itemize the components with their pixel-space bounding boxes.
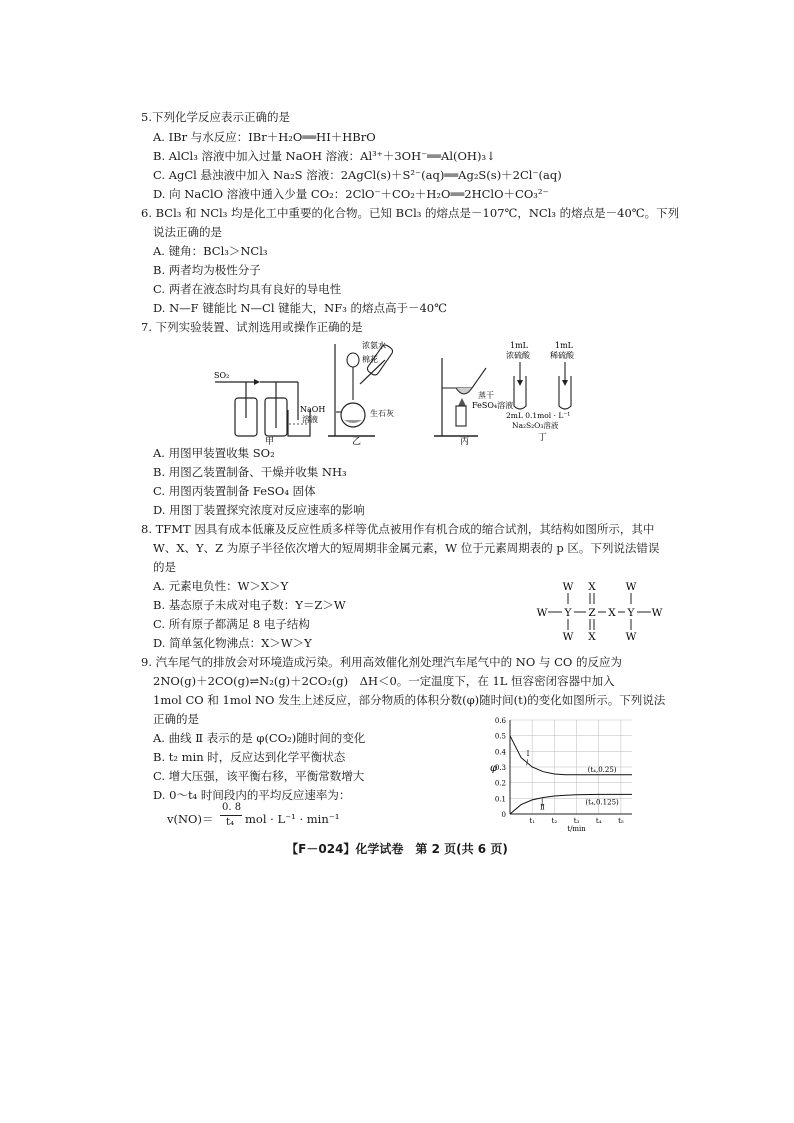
y-tick-label: 0.2 <box>494 779 506 788</box>
series-label-2: Ⅱ <box>539 803 545 812</box>
atom-w-right: W <box>651 607 663 619</box>
q6-option-a: A. 键角：BCl₃＞NCl₃ <box>153 244 268 258</box>
atom-w-left: W <box>536 607 548 619</box>
label-thio-2: Na₂S₂O₃溶液 <box>512 421 559 430</box>
q5-option-b: B. AlCl₃ 溶液中加入过量 NaOH 溶液：Al³⁺＋3OH⁻══Al(OH)₃↓ <box>153 149 496 163</box>
q6-option-c: C. 两者在液态时均具有良好的导电性 <box>153 282 342 296</box>
q8-stem-line1: 8. TFMT 因具有成本低廉及反应性质多样等优点被用作有机合成的缩合试剂，其结构如图所示，其中 <box>141 522 655 536</box>
label-lime: 生石灰 <box>370 409 394 418</box>
q7-option-d: D. 用图丁装置探究浓度对反应速率的影响 <box>153 503 365 517</box>
atom-w-bottom-1: W <box>562 631 574 642</box>
atom-y-left: Y <box>564 607 572 619</box>
x-tick-label: t₃ <box>573 817 580 825</box>
q7-stem: 7. 下列实验装置、试剂选用或操作正确的是 <box>141 320 363 334</box>
q7-option-b: B. 用图乙装置制备、干燥并收集 NH₃ <box>153 465 347 479</box>
label-naoh-1: NaOH <box>300 405 326 414</box>
label-naoh-2: 溶液 <box>302 415 318 424</box>
label-acid2: 稀硫酸 <box>550 351 574 360</box>
label-acid2-vol: 1mL <box>555 341 573 350</box>
x-axis-label: t/min <box>567 825 586 833</box>
q9-rate-denominator: t₄ <box>226 817 235 828</box>
label-so2: SO₂ <box>214 371 230 380</box>
q8-option-c: C. 所有原子都满足 8 电子结构 <box>153 617 310 631</box>
label-acid1-vol: 1mL <box>510 341 528 350</box>
q6-option-b: B. 两者均为极性分子 <box>153 263 261 277</box>
q9-stem-line4: 正确的是 <box>153 712 199 726</box>
label-feso4: FeSO₄溶液 <box>472 401 514 410</box>
q7-option-a: A. 用图甲装置收集 SO₂ <box>153 446 275 460</box>
q7-option-c: C. 用图丙装置制备 FeSO₄ 固体 <box>153 484 316 498</box>
q8-option-d: D. 简单氢化物沸点：X＞W＞Y <box>153 636 312 650</box>
q5-stem: 5.下列化学反应表示正确的是 <box>141 110 290 124</box>
annotation-2: (t₄,0.125) <box>585 798 619 807</box>
q7-apparatus-figure <box>210 340 600 445</box>
q6-stem-line1: 6. BCl₃ 和 NCl₃ 均是化工中重要的化合物。已知 BCl₃ 的熔点是－107℃，NCl₃ 的熔点是－40℃。下列 <box>141 206 680 220</box>
label-yi: 乙 <box>352 437 362 445</box>
q6-option-d: D. N—F 键能比 N—Cl 键能大，NF₃ 的熔点高于－40℃ <box>153 301 447 315</box>
x-tick-label: t₁ <box>529 817 535 825</box>
label-cotton: 棉花 <box>362 355 378 364</box>
label-steam-dry: 蒸干 <box>478 391 494 400</box>
atom-x-mid: X <box>608 607 616 619</box>
q5-option-d: D. 向 NaClO 溶液中通入少量 CO₂：2ClO⁻＋CO₂＋H₂O══2HClO＋CO₃²⁻ <box>153 187 549 201</box>
atom-z: Z <box>588 607 596 619</box>
q8-option-b: B. 基态原子未成对电子数：Y＝Z＞W <box>153 598 346 612</box>
label-nh3-water: 浓氨水 <box>362 341 386 350</box>
atom-w-bottom-2: W <box>625 631 637 642</box>
q8-stem-line3: 的是 <box>153 560 176 574</box>
phi-time-chart <box>478 714 638 834</box>
atom-w-top-2: W <box>625 581 637 593</box>
y-axis-label: φ <box>490 763 498 774</box>
atom-w-top-1: W <box>562 581 574 593</box>
q5-option-c: C. AgCl 悬浊液中加入 Na₂S 溶液：2AgCl(s)＋S²⁻(aq)══Ag₂S(s)＋2Cl⁻(aq) <box>153 168 562 182</box>
q9-stem-line2: 2NO(g)＋2CO(g)⇌N₂(g)＋2CO₂(g) ΔH＜0。一定温度下，在 1L 恒容密闭容器中加入 <box>153 674 615 688</box>
q9-stem-line3: 1mol CO 和 1mol NO 发生上述反应，部分物质的体积分数(φ)随时间(t)的变化如图所示。下列说法 <box>153 693 666 707</box>
q9-option-b: B. t₂ min 时，反应达到化学平衡状态 <box>153 750 346 764</box>
q9-rate-numerator: 0. 8 <box>222 802 242 813</box>
q9-fraction-bar <box>220 815 242 816</box>
atom-x-top: X <box>588 581 596 593</box>
q6-stem-line2: 说法正确的是 <box>153 225 222 239</box>
q9-option-d: D. 0～t₄ 时间段内的平均反应速率为： <box>153 788 351 802</box>
y-tick-label: 0.4 <box>494 748 506 757</box>
atom-y-right: Y <box>627 607 635 619</box>
y-tick-label: 0.5 <box>494 732 506 741</box>
label-jia: 甲 <box>265 437 275 445</box>
y-tick-label: 0.3 <box>494 764 506 772</box>
q9-option-c: C. 增大压强，该平衡右移，平衡常数增大 <box>153 769 365 783</box>
y-tick-label: 0.1 <box>494 795 506 804</box>
y-tick-label: 0 <box>501 811 506 819</box>
q8-structure-figure <box>530 580 670 642</box>
series-label-1: Ⅰ <box>526 750 530 759</box>
q9-option-a: A. 曲线 Ⅱ 表示的是 φ(CO₂)随时间的变化 <box>153 731 366 745</box>
q8-stem-line2: W、X、Y、Z 为原子半径依次增大的短周期非金属元素，W 位于元素周期表的 p 区。下列说法错误 <box>153 541 660 555</box>
label-thio-1: 2mL 0.1mol · L⁻¹ <box>506 411 571 420</box>
q9-rate-lhs: v(NO)＝ <box>167 812 214 826</box>
q9-stem-line1: 9. 汽车尾气的排放会对环境造成污染。利用高效催化剂处理汽车尾气中的 NO 与 CO 的反应为 <box>141 655 622 669</box>
page-footer: 【F－024】化学试卷 第 2 页(共 6 页) <box>286 842 508 856</box>
y-tick-label: 0.6 <box>494 717 506 725</box>
label-acid1: 浓硫酸 <box>506 351 530 360</box>
x-tick-label: t₄ <box>595 817 602 825</box>
q9-rate-unit: mol · L⁻¹ · min⁻¹ <box>245 812 340 826</box>
label-ding: 丁 <box>538 433 548 443</box>
q8-option-a: A. 元素电负性：W＞X＞Y <box>153 579 289 593</box>
atom-x-bottom: X <box>588 631 596 642</box>
label-bing: 丙 <box>460 437 470 445</box>
q5-option-a: A. IBr 与水反应：IBr＋H₂O══HI＋HBrO <box>153 130 376 144</box>
x-tick-label: t₅ <box>618 817 624 825</box>
annotation-1: (t₄,0.25) <box>587 765 617 774</box>
x-tick-label: t₂ <box>551 817 558 825</box>
